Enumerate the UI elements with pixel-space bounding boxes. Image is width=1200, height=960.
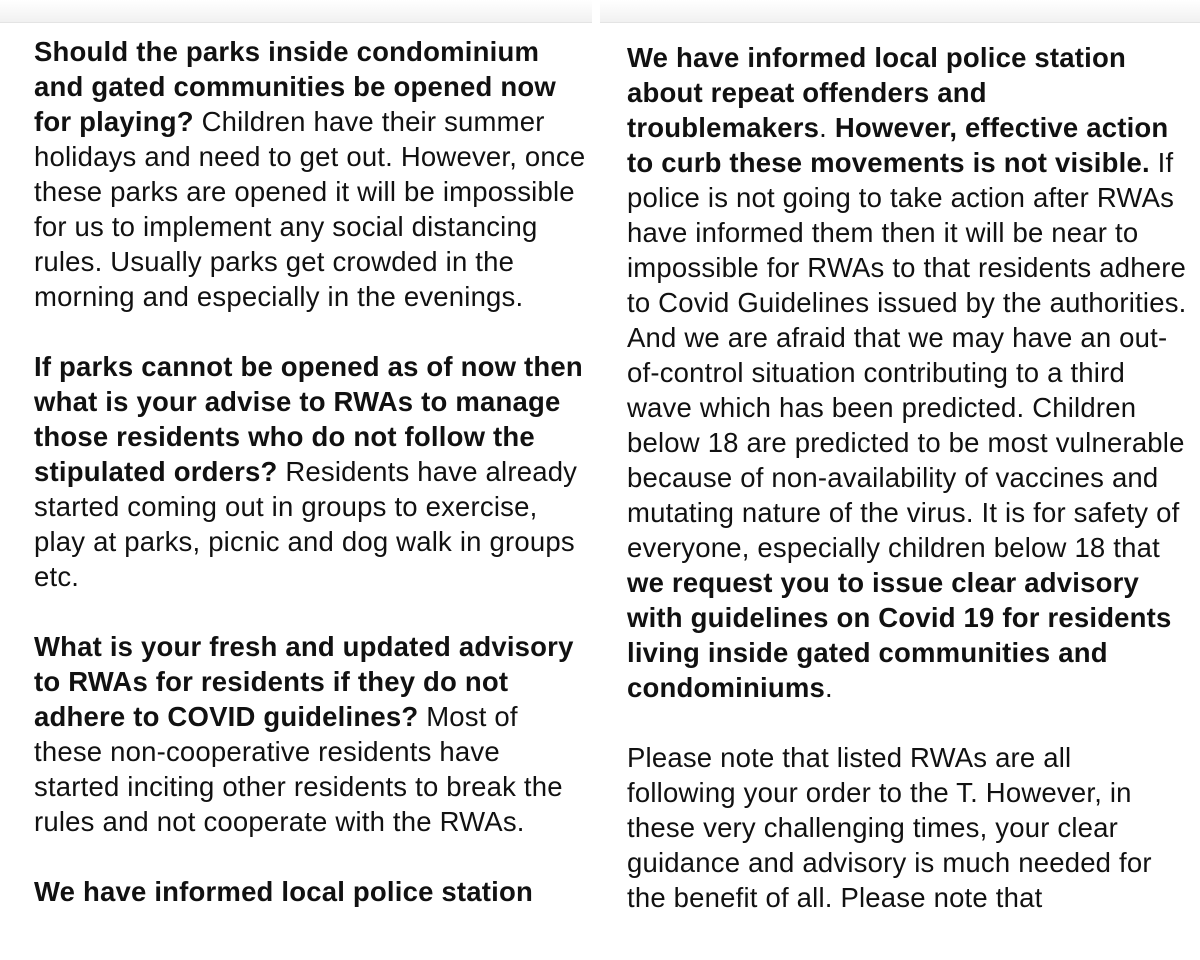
paragraph-police-cutoff [34, 874, 590, 909]
question-parks-opening: Should the parks inside condominium and gated communities be opened now for playing? [34, 36, 556, 137]
paragraph-text: Most of these non-cooperative residents have started inciting other residents to break the rules and not cooperate with the RWAs. [34, 701, 563, 837]
left-text-column [34, 34, 590, 944]
paragraph-text: Please note that listed RWAs are all following your order to the T. However, in these very challenging times, your clear guidance and advisory is much needed for the benefit of all. Please note that [627, 742, 1152, 913]
paragraph-text: Children have their summer holidays and need to get out. However, once these parks are opened it will be impossible for us to implement any social distancing rules. Usually parks get crowded in the morning and especially in the evenings. [34, 106, 586, 312]
paragraph-please-note [627, 740, 1187, 915]
paragraph-text: If police is not going to take action after RWAs have informed them then it will be near to impossible for RWAs to that residents adhere to Covid Guidelines issued by the authorities. And we are afraid that we may have an out-of-control situation contributing to a third wave which has been predicted. Children below 18 are predicted to be most vulnerable because of non-availability of vaccines and mutating nature of the virus. It is for safety of everyone, especially children below 18 that [627, 147, 1187, 563]
paragraph-updated-advisory [34, 629, 590, 839]
top-divider-left [0, 0, 592, 23]
paragraph-text: . [819, 112, 835, 143]
paragraph-text: Residents have already started coming out in groups to exercise, play at parks, picnic and dog walk in groups etc. [34, 456, 578, 592]
paragraph-rwa-advice [34, 349, 590, 594]
right-text-column [627, 40, 1187, 950]
question-updated-advisory: What is your fresh and updated advisory to RWAs for residents if they do not adhere to COVID guidelines? [34, 631, 574, 732]
top-divider-right [600, 0, 1200, 23]
bold-police-informed: We have informed local police station about repeat offenders and troublemakers [627, 42, 1126, 143]
question-rwa-advice: If parks cannot be opened as of now then what is your advise to RWAs to manage those residents who do not follow the stipulated orders? [34, 351, 583, 487]
bold-action-not-visible: However, effective action to curb these movements is not visible. [627, 112, 1169, 178]
paragraph-text: . [824, 672, 833, 703]
paragraph-police-informed [627, 40, 1187, 705]
heading-police-cutoff: We have informed local police station [34, 876, 533, 907]
paragraph-parks-opening [34, 34, 590, 314]
bold-request-advisory: we request you to issue clear advisory with guidelines on Covid 19 for residents living inside gated communities and condominiums [627, 567, 1172, 703]
